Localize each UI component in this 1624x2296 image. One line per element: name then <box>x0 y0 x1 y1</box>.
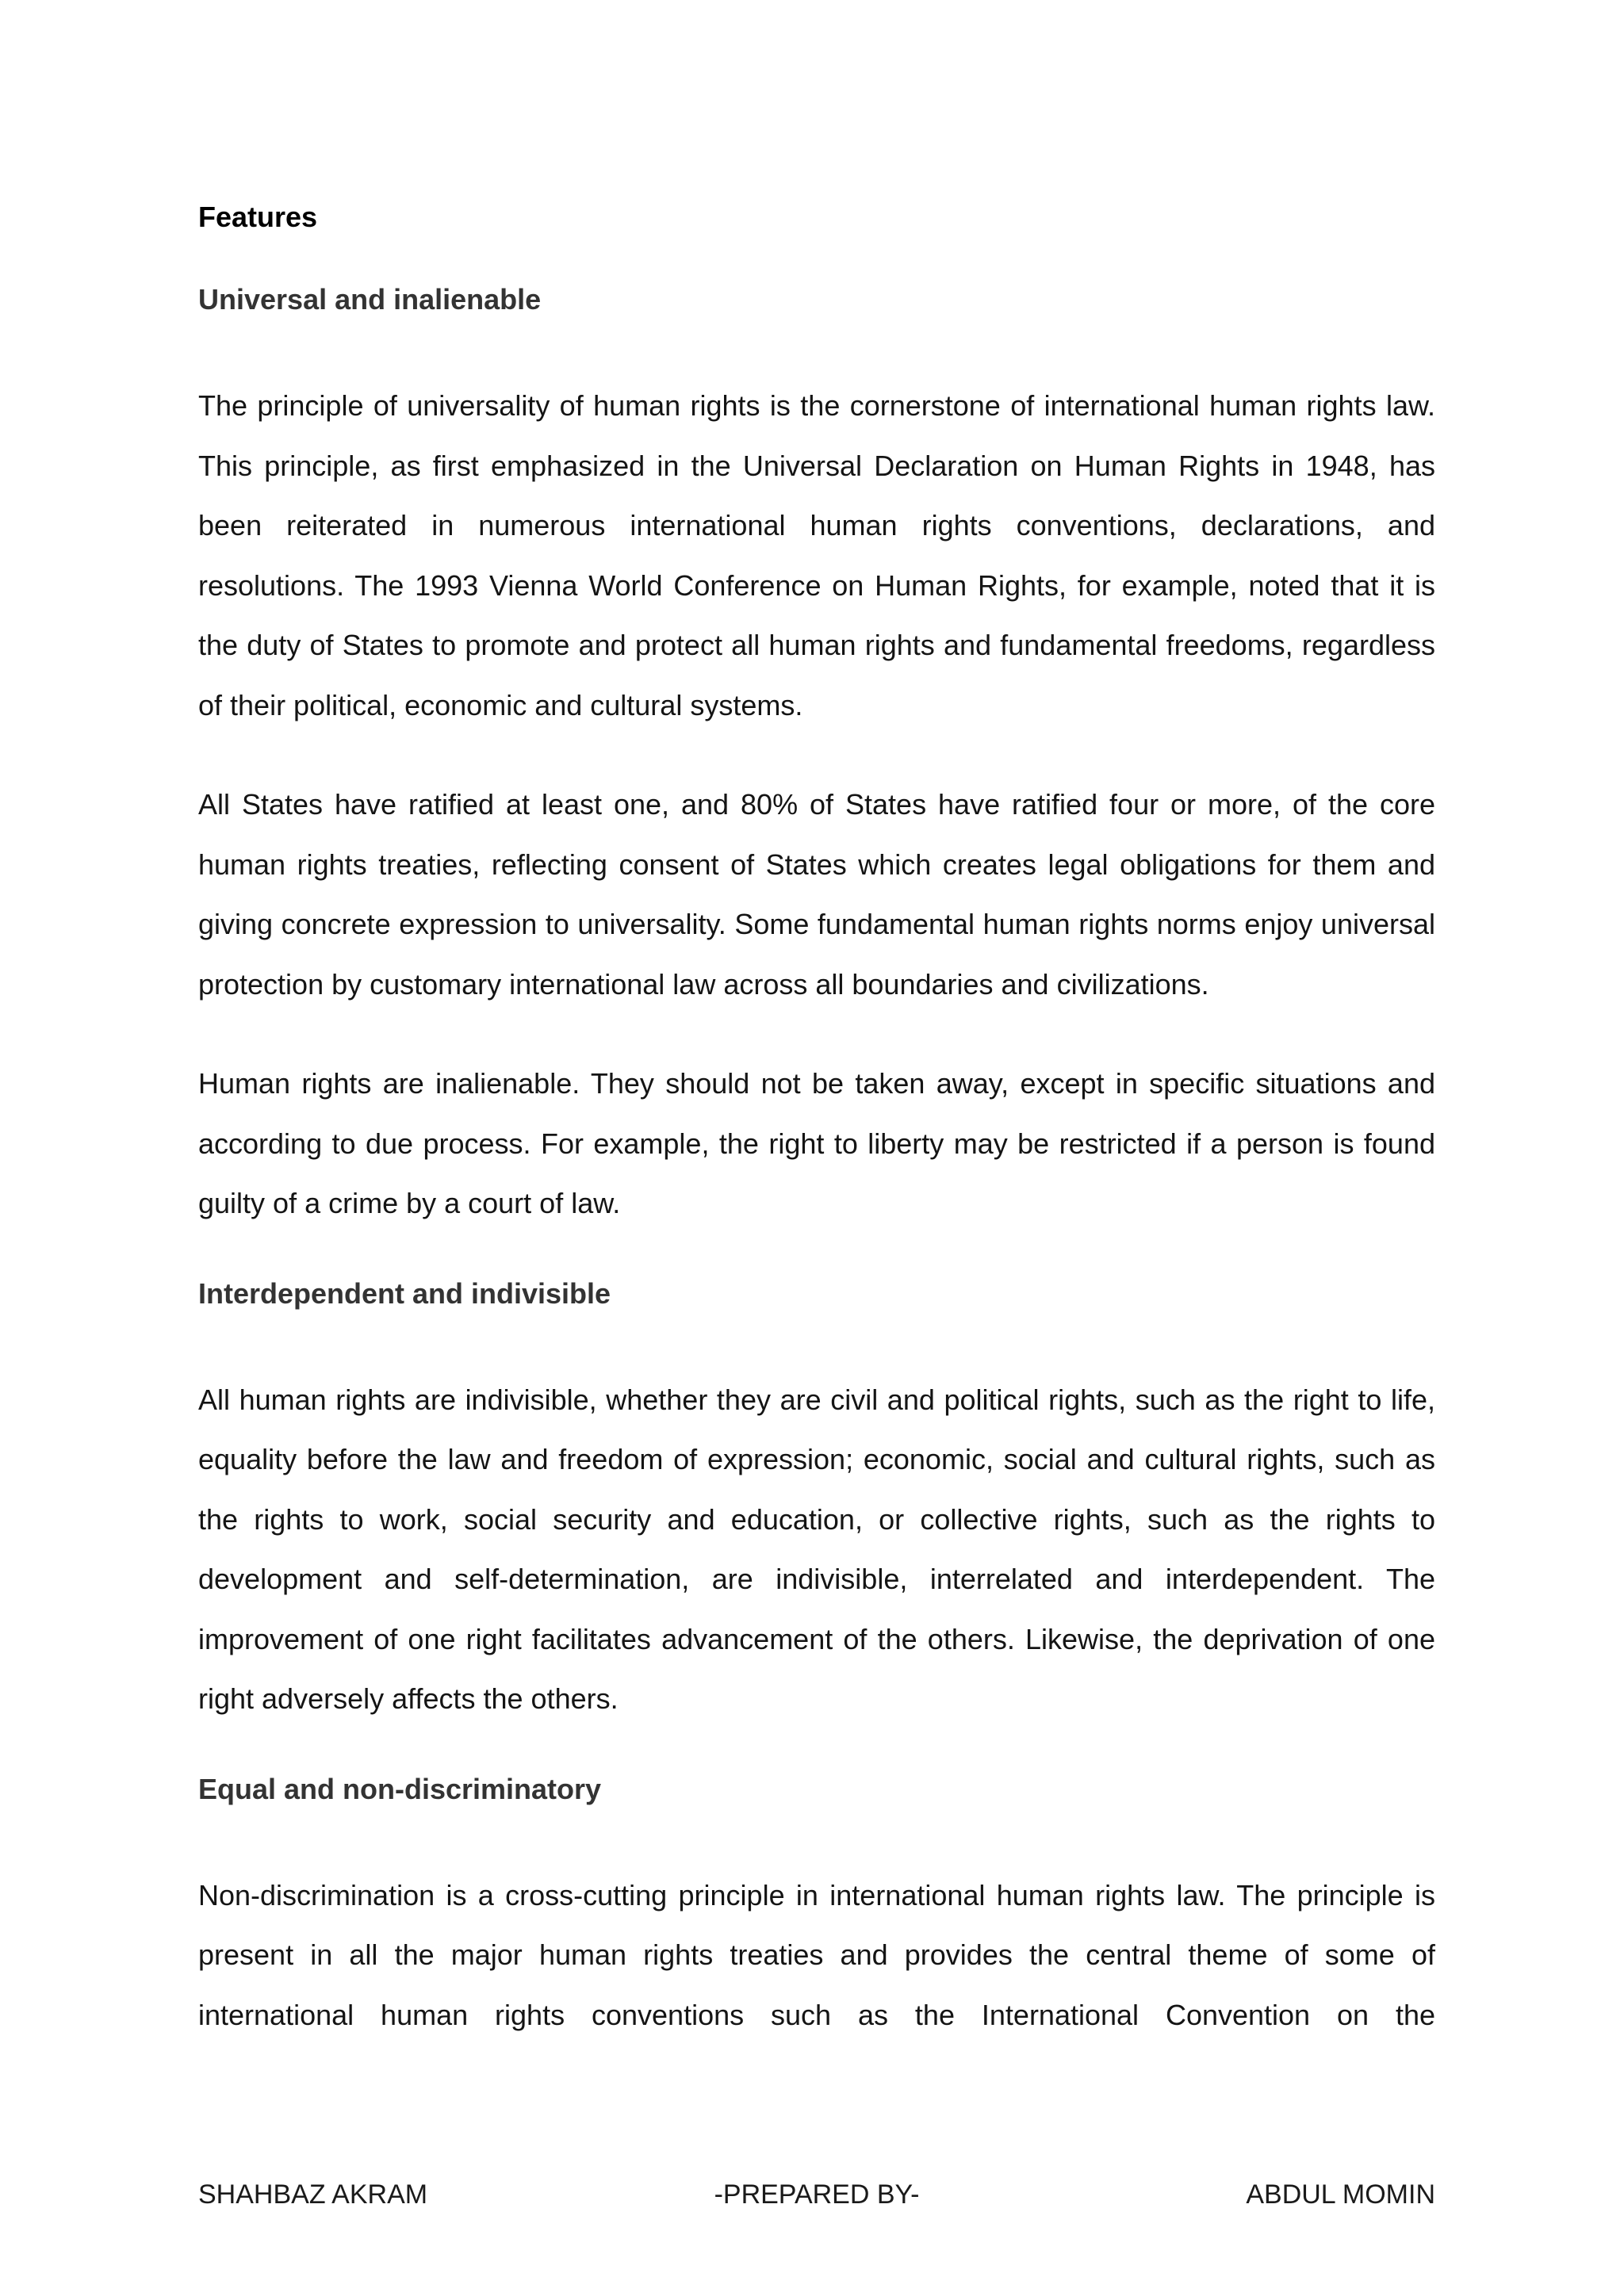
section-heading-universal: Universal and inalienable <box>198 283 542 316</box>
page-footer <box>198 2175 1435 2214</box>
paragraph-non-discrimination: Non-discrimination is a cross-cutting principle in international human rights law. The principle is present in all the major human rights treaties and provides the central theme of some of international human rights conventions such as the International Convention on the <box>198 1878 1435 2031</box>
footer-author-left: SHAHBAZ AKRAM <box>198 2179 428 2210</box>
paragraph-indivisible: All human rights are indivisible, whether they are civil and political rights, such as the right to life, equality before the law and freedom of expression; economic, social and cultural rights, such as the rights to work, social security and education, or collective rights, such as the rights to development and self-determination, are indivisible, interrelated and interdependent. The improvement of one right facilitates advancement of the others. Likewise, the deprivation of one right adversely affects the others. <box>198 1383 1435 1715</box>
paragraph-ratification: All States have ratified at least one, and 80% of States have ratified four or more, of the core human rights treaties, reflecting consent of States which creates legal obligations for them and giving concrete expression to universality. Some fundamental human rights norms enjoy universal protection by customary international law across all boundaries and civilizations. <box>198 788 1435 1001</box>
footer-prepared-by: -PREPARED BY- <box>714 2179 920 2210</box>
section-heading-equal: Equal and non-discriminatory <box>198 1772 602 1805</box>
paragraph-universality: The principle of universality of human rights is the cornerstone of international human rights law. This principle, as first emphasized in the Universal Declaration on Human Rights in 1948, has been reiterated in numerous international human rights conventions, declarations, and resolutions. The 1993 Vienna World Conference on Human Rights, for example, noted that it is the duty of States to promote and protect all human rights and fundamental freedoms, regardless of their political, economic and cultural systems. <box>198 389 1435 721</box>
section-heading-interdependent: Interdependent and indivisible <box>198 1276 611 1310</box>
footer-author-right: ABDUL MOMIN <box>1246 2179 1435 2210</box>
paragraph-inalienable: Human rights are inalienable. They should not be taken away, except in specific situations and according to due process. For example, the right to liberty may be restricted if a person is found guilty of a crime by a court of law. <box>198 1067 1435 1219</box>
page-title: Features <box>198 201 318 233</box>
document-body <box>198 197 1435 2045</box>
